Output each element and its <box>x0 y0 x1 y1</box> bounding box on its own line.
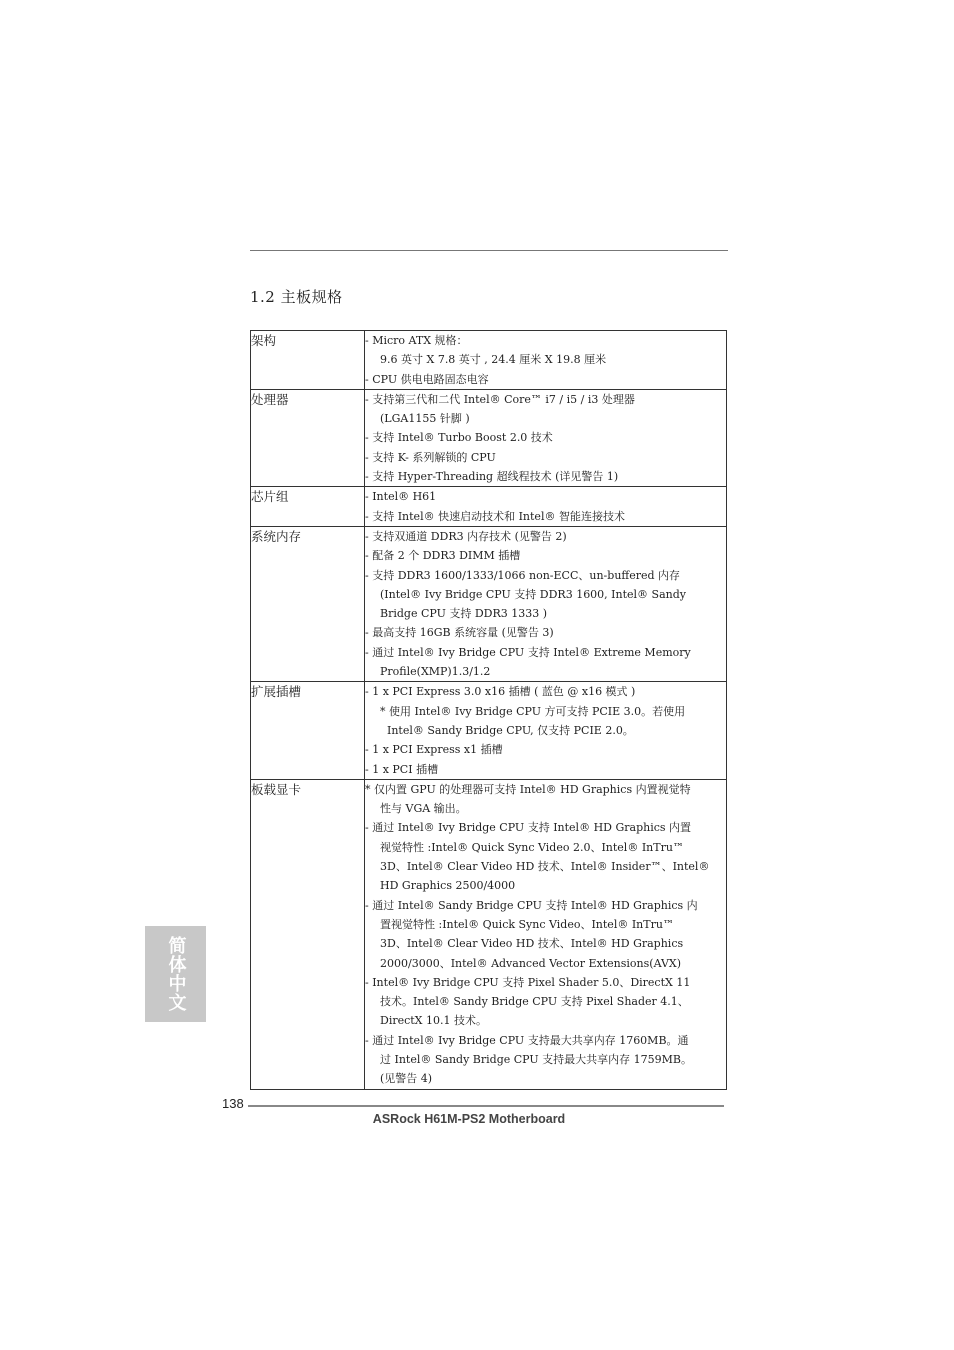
spec-table-body <box>251 331 727 1090</box>
spec-line: - 通过 Intel® Sandy Bridge CPU 支持 Intel® HD Graphics 内 <box>365 898 698 912</box>
spec-line: (LGA1155 针脚 ) <box>380 412 470 426</box>
spec-row <box>251 779 727 1089</box>
spec-line: HD Graphics 2500/4000 <box>380 879 516 893</box>
spec-line: - 1 x PCI Express 3.0 x16 插槽 ( 蓝色 @ x16 模式 ) <box>365 685 636 699</box>
footer-title-text: ASRock H61M-PS2 Motherboard <box>372 1112 566 1126</box>
spec-details <box>365 487 727 527</box>
spec-line: - 通过 Intel® Ivy Bridge CPU 支持 Intel® Extreme Memory <box>365 645 691 659</box>
language-side-tab <box>145 926 206 1022</box>
spec-details <box>365 331 727 390</box>
spec-line: - 通过 Intel® Ivy Bridge CPU 支持 Intel® HD Graphics 内置 <box>365 821 692 835</box>
spec-line: - 支持 K- 系列解锁的 CPU <box>365 450 496 464</box>
spec-line: 视觉特性 :Intel® Quick Sync Video 2.0、Intel® InTru™ <box>380 840 684 854</box>
page-number: 138 <box>222 1096 244 1111</box>
spec-line: - 支持双通道 DDR3 内存技术 (见警告 2) <box>365 529 567 543</box>
spec-line: - Intel® H61 <box>365 490 437 504</box>
spec-category: 扩展插槽 <box>251 682 365 779</box>
spec-details <box>365 389 727 486</box>
spec-line: DirectX 10.1 技术。 <box>380 1014 488 1028</box>
spec-row <box>251 526 727 681</box>
footer-divider <box>248 1105 724 1107</box>
language-side-tab-label: 简体中文 <box>165 936 187 1012</box>
top-divider <box>250 250 728 251</box>
spec-line: 9.6 英寸 X 7.8 英寸 , 24.4 厘米 X 19.8 厘米 <box>380 353 607 367</box>
spec-row <box>251 331 727 390</box>
spec-row <box>251 487 727 527</box>
spec-row <box>251 389 727 486</box>
spec-line: - 支持第三代和二代 Intel® Core™ i7 / i5 / i3 处理器 <box>365 392 635 406</box>
spec-line: 置视觉特性 :Intel® Quick Sync Video、Intel® InTru™ <box>380 917 674 931</box>
spec-line: - 通过 Intel® Ivy Bridge CPU 支持最大共享内存 1760MB。通 <box>365 1033 689 1047</box>
spec-line: - 支持 Intel® Turbo Boost 2.0 技术 <box>365 431 553 445</box>
spec-line: 技术。Intel® Sandy Bridge CPU 支持 Pixel Shader 4.1、 <box>380 995 689 1009</box>
spec-line: Profile(XMP)1.3/1.2 <box>380 665 491 679</box>
spec-line: - 最高支持 16GB 系统容量 (见警告 3) <box>365 626 554 640</box>
spec-line: 3D、Intel® Clear Video HD 技术、Intel® Insider™、Intel® <box>380 860 710 874</box>
spec-line: - Intel® Ivy Bridge CPU 支持 Pixel Shader 5.0、DirectX 11 <box>365 975 691 989</box>
spec-line: Intel® Sandy Bridge CPU, 仅支持 PCIE 2.0。 <box>387 723 634 737</box>
spec-line: * 仅内置 GPU 的处理器可支持 Intel® HD Graphics 内置视觉特 <box>365 782 691 796</box>
spec-line: - CPU 供电电路固态电容 <box>365 372 489 386</box>
spec-line: 3D、Intel® Clear Video HD 技术、Intel® HD Graphics <box>380 937 684 951</box>
spec-line: - 支持 Hyper-Threading 超线程技术 (详见警告 1) <box>365 470 619 484</box>
spec-category: 系统内存 <box>251 526 365 681</box>
spec-line: 性与 VGA 输出。 <box>380 802 467 816</box>
spec-category: 板载显卡 <box>251 779 365 1089</box>
spec-line: Bridge CPU 支持 DDR3 1333 ) <box>380 607 548 621</box>
spec-category: 芯片组 <box>251 487 365 527</box>
spec-line: - Micro ATX 规格： <box>365 334 468 347</box>
spec-details <box>365 526 727 681</box>
spec-line: 过 Intel® Sandy Bridge CPU 支持最大共享内存 1759MB。 <box>380 1052 692 1066</box>
spec-line: (Intel® Ivy Bridge CPU 支持 DDR3 1600, Intel® Sandy <box>380 587 686 601</box>
section-title: 1.2 主板规格 <box>250 288 343 306</box>
spec-category: 架构 <box>251 331 365 390</box>
spec-line: - 配备 2 个 DDR3 DIMM 插槽 <box>365 549 521 563</box>
spec-details <box>365 682 727 779</box>
spec-line: - 支持 DDR3 1600/1333/1066 non-ECC、un-buffered 内存 <box>365 568 681 582</box>
spec-line: - 支持 Intel® 快速启动技术和 Intel® 智能连接技术 <box>365 509 625 523</box>
spec-line: 2000/3000、Intel® Advanced Vector Extensions(AVX) <box>380 956 682 970</box>
spec-line: - 1 x PCI 插槽 <box>365 762 439 776</box>
spec-line: - 1 x PCI Express x1 插槽 <box>365 743 503 757</box>
spec-category: 处理器 <box>251 389 365 486</box>
spec-table <box>250 330 727 1090</box>
footer-title <box>0 1112 954 1126</box>
spec-line: (见警告 4) <box>380 1072 433 1086</box>
spec-line: * 使用 Intel® Ivy Bridge CPU 方可支持 PCIE 3.0。若使用 <box>380 704 686 718</box>
spec-details <box>365 779 727 1089</box>
spec-row <box>251 682 727 779</box>
